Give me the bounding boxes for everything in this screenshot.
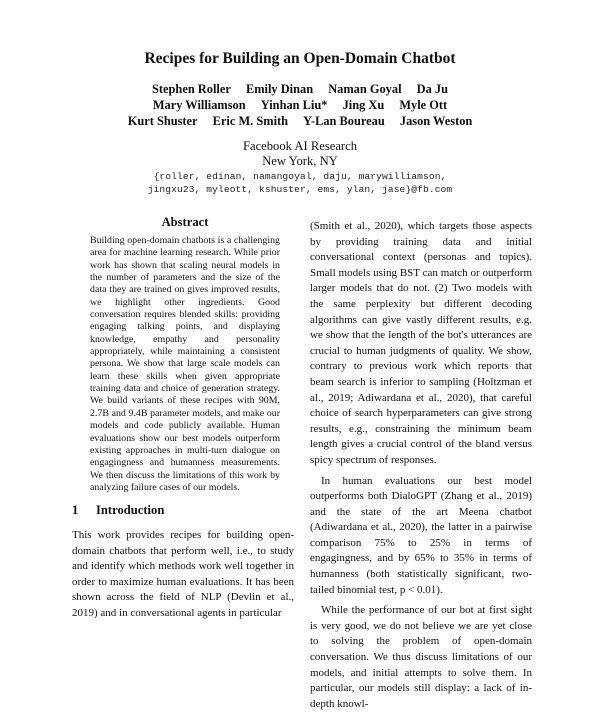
author-name: Kurt Shuster — [127, 114, 198, 128]
abstract-text: Building open-domain chatbots is a challenging area for machine learning research. While prior work has shown that scaling neural models in the number of parameters and the size of the data they are trained on gives improved results, we highlight other ingredients. Good conversation requires blended skills: providing engaging talking points, and displaying knowledge, empathy and personality appropriately, while maintaining a consistent persona. We show that large scale models can learn these skills when given appropriate training data and choice of generation strategy. We build variants of these recipes with 90M, 2.7B and 9.4B parameter models, and make our models and code publicly available. Human evaluations show our best models outperform existing approaches in multi-turn dialogue on engagingness and humanness measurements. We then discuss the limitations of this work by analyzing failure cases of our models. — [90, 235, 280, 493]
section-number: 1 — [72, 503, 79, 517]
author-name: Mary Williamson — [152, 98, 246, 112]
body-paragraph: In human evaluations our best model outperforms both DialoGPT (Zhang et al., 2019) and the state of the art Meena chatbot (Adiwardana et al., 2020), the latter in a pairwise comparison 75% to 25% in terms of engagingness, and by 65% to 35% in terms of humanness (both statistically significant, two-tailed binomial test, p < 0.01). — [310, 474, 532, 596]
author-name: Stephen Roller — [152, 82, 231, 96]
authors-row-3 — [0, 114, 600, 129]
body-paragraph: (Smith et al., 2020), which targets those aspects by providing training data and initial conversational context (personas and topics). Small models using BST can match or outperform larger models that do not. (2) Two models with the same perplexity but different decoding algorithms can give vastly different results, e.g. we show that the length of the bot's utterances are crucial to human judgments of quality. We show, contrary to previous work which reports that beam search is inferior to sampling (Holtzman et al., 2019; Adiwardana et al., 2020), that careful choice of search hyperparameters can give strong results, e.g., constraining the minimum beam length gives a crucial control of the bland versus spicy spectrum of responses. — [310, 220, 532, 466]
paper-title: Recipes for Building an Open-Domain Chatbot — [144, 50, 456, 67]
author-name: Da Ju — [416, 82, 448, 96]
authors-row-2 — [0, 98, 600, 113]
author-name: Jing Xu — [342, 98, 385, 112]
affiliation-org: Facebook AI Research — [242, 139, 357, 153]
author-name: Y-Lan Boureau — [303, 114, 385, 128]
affiliation-city: New York, NY — [262, 154, 338, 168]
abstract-heading: Abstract — [161, 215, 209, 229]
author-name: Jason Weston — [399, 114, 473, 128]
author-name: Emily Dinan — [245, 82, 314, 96]
right-column — [310, 219, 532, 717]
author-name: Myle Ott — [399, 98, 448, 112]
author-name: Yinhan Liu* — [260, 98, 328, 112]
author-name: Eric M. Smith — [212, 114, 289, 128]
body-paragraph: While the performance of our bot at first sight is very good, we do not believe we are yet close to solving the problem of open-domain conversation. We thus discuss limitations of our models, and initial attempts to solve them. In particular, our models still display: a lack of in-depth knowl- — [310, 604, 532, 710]
section-title: Introduction — [96, 503, 165, 517]
author-name: Naman Goyal — [328, 82, 402, 96]
email-line-1: {roller, edinan, namangoyal, daju, marywilliamson, — [153, 171, 447, 182]
email-line-2: jingxu23, myleott, kshuster, ems, ylan, jase}@fb.com — [147, 184, 453, 195]
authors-row-1 — [0, 82, 600, 97]
section-heading-introduction — [72, 503, 164, 518]
introduction-text: This work provides recipes for building open-domain chatbots that perform well, i.e., to study and identify which methods work well together in order to maximize human evaluations. It has been shown across the field of NLP (Devlin et al., 2019) and in conversational agents in particular — [72, 529, 294, 619]
